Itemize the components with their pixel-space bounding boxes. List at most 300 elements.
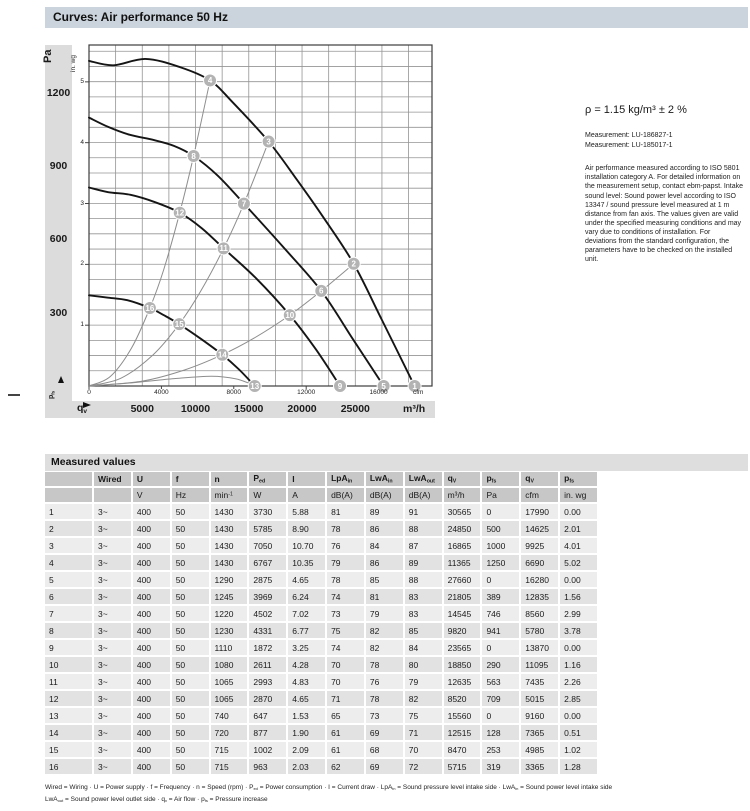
cfm-tick-16000: 16000 [369,389,388,396]
unit-header: Hz [171,487,210,503]
value-cell: 7.02 [287,605,326,622]
value-cell: 50 [171,724,210,741]
value-cell: 3~ [93,503,132,520]
value-cell: 75 [404,707,443,724]
value-cell: 400 [132,554,171,571]
value-cell: 5.02 [559,554,598,571]
value-cell: 1.90 [287,724,326,741]
value-cell: 2870 [248,690,287,707]
value-cell: 2.85 [559,690,598,707]
table-row [45,503,598,520]
row-number-cell: 9 [45,639,93,656]
cfm-tick-8000: 8000 [226,389,242,396]
value-cell: 24850 [443,520,482,537]
value-cell: 1.56 [559,588,598,605]
chart-left-band [45,45,72,418]
value-cell: 50 [171,605,210,622]
value-cell: 4.65 [287,571,326,588]
column-header: U [132,472,171,487]
value-cell: 87 [404,537,443,554]
value-cell: 400 [132,639,171,656]
operating-point-number: 7 [241,199,247,209]
operating-point-number: 16 [145,303,155,313]
value-cell: 3~ [93,605,132,622]
value-cell: 1.53 [287,707,326,724]
value-cell: 11365 [443,554,482,571]
value-cell: 5.88 [287,503,326,520]
value-cell: 3~ [93,571,132,588]
table-row [45,741,598,758]
value-cell: 3~ [93,673,132,690]
y-axis-unit-pa: Pa [42,49,54,63]
value-cell: 8.90 [287,520,326,537]
value-cell: 11095 [520,656,559,673]
cfm-tick-12000: 12000 [297,389,316,396]
value-cell: 400 [132,520,171,537]
value-cell: 2.03 [287,758,326,775]
m3h-tick-10000: 10000 [180,402,211,415]
row-number-cell: 15 [45,741,93,758]
value-cell: 400 [132,707,171,724]
value-cell: 2.26 [559,673,598,690]
value-cell: 647 [248,707,287,724]
value-cell: 81 [326,503,365,520]
table-row [45,622,598,639]
unit-header [45,487,93,503]
unit-header: W [248,487,287,503]
m3h-tick-20000: 20000 [287,402,317,415]
value-cell: 17990 [520,503,559,520]
table-footnote-line2: LwA$_{out}$ = Sound power level outlet side · $q_v$ = Air flow · $p_{fs}$ = Pressure increase [45,795,268,803]
inwg-tick-3: 3 [80,199,84,207]
table-row [45,605,598,622]
value-cell: 3~ [93,758,132,775]
value-cell: 21805 [443,588,482,605]
value-cell: 79 [326,554,365,571]
operating-point-number: 4 [207,76,213,86]
section-title-curves: Curves: Air performance 50 Hz [45,7,748,28]
value-cell: 8560 [520,605,559,622]
column-header: $p_{fs}$ [559,472,598,487]
value-cell: 7050 [248,537,287,554]
value-cell: 50 [171,707,210,724]
unit-header: in. wg [559,487,598,503]
value-cell: 12515 [443,724,482,741]
value-cell: 82 [365,639,404,656]
value-cell: 12835 [520,588,559,605]
value-cell: 1872 [248,639,287,656]
m3h-tick-15000: 15000 [234,402,264,415]
row-number-cell: 14 [45,724,93,741]
value-cell: 4.28 [287,656,326,673]
row-number-cell: 6 [45,588,93,605]
value-cell: 1430 [210,503,249,520]
value-cell: 2.99 [559,605,598,622]
value-cell: 9925 [520,537,559,554]
value-cell: 1.02 [559,741,598,758]
value-cell: 3969 [248,588,287,605]
column-header: LwA$_{in}$ [365,472,404,487]
value-cell: 1220 [210,605,249,622]
table-row [45,724,598,741]
value-cell: 18850 [443,656,482,673]
value-cell: 0.00 [559,571,598,588]
value-cell: 50 [171,537,210,554]
unit-header: dB(A) [404,487,443,503]
value-cell: 79 [365,605,404,622]
value-cell: 0.51 [559,724,598,741]
value-cell: 941 [481,622,520,639]
value-cell: 3~ [93,554,132,571]
value-cell: 5780 [520,622,559,639]
pa-tick-1200: 1200 [46,86,71,99]
table-row [45,690,598,707]
value-cell: 6767 [248,554,287,571]
cfm-tick-0: 0 [87,389,91,396]
value-cell: 3~ [93,741,132,758]
value-cell: 1065 [210,673,249,690]
value-cell: 71 [404,724,443,741]
value-cell: 4.01 [559,537,598,554]
value-cell: 12635 [443,673,482,690]
operating-point-number: 6 [319,286,324,296]
value-cell: 74 [326,639,365,656]
value-cell: 50 [171,639,210,656]
value-cell: 253 [481,741,520,758]
value-cell: 88 [404,520,443,537]
value-cell: 0.00 [559,503,598,520]
table-row [45,571,598,588]
table-row [45,707,598,724]
value-cell: 10.70 [287,537,326,554]
value-cell: 400 [132,741,171,758]
value-cell: 50 [171,622,210,639]
value-cell: 8470 [443,741,482,758]
pfs-axis-label: $p_{fs}$ [48,390,56,399]
value-cell: 84 [365,537,404,554]
table-footnote-line1: Wired = Wiring · U = Power supply · f = Frequency · n = Speed $(rpm) \cdot P_{ed}$ = Power consumption · I = Current draw · LpA$_{in}$ = Sound pressure level intake side · LwA$_{in}$ = Sound power level intake side [45,784,613,792]
value-cell: 877 [248,724,287,741]
value-cell: 78 [326,571,365,588]
column-header: I [287,472,326,487]
value-cell: 75 [326,622,365,639]
value-cell: 128 [481,724,520,741]
operating-point-number: 12 [175,208,185,218]
value-cell: 4985 [520,741,559,758]
value-cell: 70 [404,741,443,758]
value-cell: 4331 [248,622,287,639]
row-number-cell: 7 [45,605,93,622]
m3h-tick-25000: 25000 [340,402,370,415]
value-cell: 1290 [210,571,249,588]
value-cell: 78 [365,656,404,673]
value-cell: 27660 [443,571,482,588]
inwg-tick-1: 1 [80,321,84,329]
value-cell: 319 [481,758,520,775]
value-cell: 3~ [93,639,132,656]
value-cell: 10.35 [287,554,326,571]
unit-header: A [287,487,326,503]
pfs-arrow-icon [58,376,64,383]
column-header: n [210,472,249,487]
value-cell: 1250 [481,554,520,571]
table-row [45,588,598,605]
value-cell: 2.09 [287,741,326,758]
value-cell: 389 [481,588,520,605]
value-cell: 50 [171,690,210,707]
operating-point-number: 13 [250,381,260,391]
value-cell: 61 [326,724,365,741]
value-cell: 4.83 [287,673,326,690]
operating-point-number: 1 [412,381,417,391]
column-header: $q_V$ [520,472,559,487]
value-cell: 1000 [481,537,520,554]
value-cell: 0 [481,707,520,724]
measured-values-section [45,472,745,805]
value-cell: 30565 [443,503,482,520]
air-performance-chart [42,45,445,423]
inwg-tick-5: 5 [80,77,84,85]
value-cell: 2875 [248,571,287,588]
table-row [45,520,598,537]
value-cell: 1110 [210,639,249,656]
value-cell: 7365 [520,724,559,741]
value-cell: 746 [481,605,520,622]
value-cell: 5785 [248,520,287,537]
value-cell: 6.77 [287,622,326,639]
row-number-cell: 4 [45,554,93,571]
value-cell: 83 [404,605,443,622]
page-margin-dash [8,394,20,396]
unit-header: Pa [481,487,520,503]
value-cell: 1.16 [559,656,598,673]
plot-area [89,45,432,391]
row-number-cell: 1 [45,503,93,520]
measurement-conditions-note: Air performance measured according to ISO 5801 installation category A. For detailed information on the measurement setup, contact ebm-papst. Intake sound level: Sound power level according to ISO 13347 / sound pressure level measured at 1 m distance from fan axis. The values given are valid under the specified measuring conditions and may vary due to conditions of installation. For deviations from the standard configuration, the parameters have to be checked on the installed unit. [585,165,743,264]
value-cell: 85 [365,571,404,588]
unit-header: $\min^{-1}$ [210,487,249,503]
value-cell: 5715 [443,758,482,775]
value-cell: 73 [365,707,404,724]
value-cell: 61 [326,741,365,758]
operating-point-number: 9 [337,381,343,391]
x-axis-unit-cfm: cfm [413,389,424,396]
value-cell: 13870 [520,639,559,656]
value-cell: 82 [404,690,443,707]
column-header: $P_{ed}$ [248,472,287,487]
value-cell: 1430 [210,520,249,537]
value-cell: 23565 [443,639,482,656]
value-cell: 3~ [93,588,132,605]
value-cell: 9160 [520,707,559,724]
value-cell: 3~ [93,537,132,554]
value-cell: 70 [326,656,365,673]
value-cell: 1.28 [559,758,598,775]
pa-tick-900: 900 [49,160,68,172]
value-cell: 69 [365,758,404,775]
pa-tick-300: 300 [49,306,68,319]
value-cell: 1065 [210,690,249,707]
value-cell: 2993 [248,673,287,690]
value-cell: 3~ [93,707,132,724]
row-number-cell: 16 [45,758,93,775]
operating-point-number: 14 [217,350,227,360]
value-cell: 400 [132,690,171,707]
value-cell: 82 [365,622,404,639]
inwg-tick-2: 2 [80,260,84,268]
value-cell: 1245 [210,588,249,605]
value-cell: 14625 [520,520,559,537]
density-note: ρ = 1.15 kg/m³ ± 2 % [585,104,687,116]
value-cell: 15560 [443,707,482,724]
value-cell: 709 [481,690,520,707]
value-cell: 2.01 [559,520,598,537]
value-cell: 0 [481,571,520,588]
section-title-measured-values: Measured values [45,454,748,471]
value-cell: 91 [404,503,443,520]
unit-header: dB(A) [326,487,365,503]
value-cell: 963 [248,758,287,775]
value-cell: 69 [365,724,404,741]
value-cell: 1230 [210,622,249,639]
value-cell: 400 [132,724,171,741]
row-number-cell: 11 [45,673,93,690]
value-cell: 79 [404,673,443,690]
value-cell: 715 [210,758,249,775]
operating-point-number: 5 [381,381,386,391]
value-cell: 740 [210,707,249,724]
value-cell: 72 [404,758,443,775]
value-cell: 89 [404,554,443,571]
value-cell: 50 [171,588,210,605]
operating-point-number: 10 [285,310,295,320]
value-cell: 500 [481,520,520,537]
table-footnote [45,782,735,805]
operating-point-number: 11 [219,244,228,254]
y-axis-unit-inwg: in. wg [70,55,77,72]
unit-header [93,487,132,503]
value-cell: 76 [365,673,404,690]
unit-header: V [132,487,171,503]
column-header: $p_{fs}$ [481,472,520,487]
x-axis-unit-m3h: m³/h [403,403,426,415]
value-cell: 400 [132,571,171,588]
column-header: Wired [93,472,132,487]
value-cell: 290 [481,656,520,673]
value-cell: 400 [132,656,171,673]
value-cell: 400 [132,622,171,639]
value-cell: 3365 [520,758,559,775]
value-cell: 7435 [520,673,559,690]
operating-point-number: 8 [191,151,196,161]
operating-point-number: 3 [266,137,271,147]
row-number-cell: 12 [45,690,93,707]
value-cell: 74 [326,588,365,605]
table-row [45,537,598,554]
inwg-tick-4: 4 [80,138,84,146]
value-cell: 50 [171,571,210,588]
value-cell: 8520 [443,690,482,707]
value-cell: 3730 [248,503,287,520]
value-cell: 50 [171,503,210,520]
value-cell: 400 [132,588,171,605]
measured-values-table [45,472,599,776]
row-number-cell: 10 [45,656,93,673]
value-cell: 3.25 [287,639,326,656]
value-cell: 1002 [248,741,287,758]
value-cell: 4.65 [287,690,326,707]
value-cell: 50 [171,673,210,690]
value-cell: 14545 [443,605,482,622]
value-cell: 6690 [520,554,559,571]
value-cell: 400 [132,537,171,554]
unit-header: cfm [520,487,559,503]
value-cell: 16280 [520,571,559,588]
value-cell: 83 [404,588,443,605]
value-cell: 1080 [210,656,249,673]
value-cell: 400 [132,605,171,622]
value-cell: 50 [171,656,210,673]
unit-header: dB(A) [365,487,404,503]
value-cell: 50 [171,758,210,775]
column-header: f [171,472,210,487]
value-cell: 400 [132,673,171,690]
column-header: LpA$_{in}$ [326,472,365,487]
measurement-ref-2: Measurement: LU-185017-1 [585,142,673,150]
value-cell: 78 [326,520,365,537]
value-cell: 86 [365,554,404,571]
value-cell: 400 [132,758,171,775]
value-cell: 5015 [520,690,559,707]
table-row [45,656,598,673]
row-number-cell: 3 [45,537,93,554]
value-cell: 50 [171,741,210,758]
row-number-cell: 2 [45,520,93,537]
value-cell: 400 [132,503,171,520]
value-cell: 65 [326,707,365,724]
row-number-cell: 5 [45,571,93,588]
value-cell: 2611 [248,656,287,673]
value-cell: 73 [326,605,365,622]
value-cell: 16865 [443,537,482,554]
value-cell: 78 [365,690,404,707]
value-cell: 563 [481,673,520,690]
fan-curve-1 [89,59,415,386]
value-cell: 3.78 [559,622,598,639]
value-cell: 1430 [210,554,249,571]
value-cell: 4502 [248,605,287,622]
m3h-tick-5000: 5000 [130,402,154,415]
value-cell: 84 [404,639,443,656]
value-cell: 81 [365,588,404,605]
value-cell: 0 [481,639,520,656]
value-cell: 0.00 [559,639,598,656]
value-cell: 715 [210,741,249,758]
value-cell: 6.24 [287,588,326,605]
value-cell: 89 [365,503,404,520]
row-number-cell: 13 [45,707,93,724]
value-cell: 68 [365,741,404,758]
value-cell: 85 [404,622,443,639]
row-number-header [45,472,93,487]
value-cell: 86 [365,520,404,537]
operating-point-number: 15 [174,319,184,329]
value-cell: 9820 [443,622,482,639]
table-row [45,673,598,690]
value-cell: 0.00 [559,707,598,724]
value-cell: 3~ [93,622,132,639]
value-cell: 88 [404,571,443,588]
